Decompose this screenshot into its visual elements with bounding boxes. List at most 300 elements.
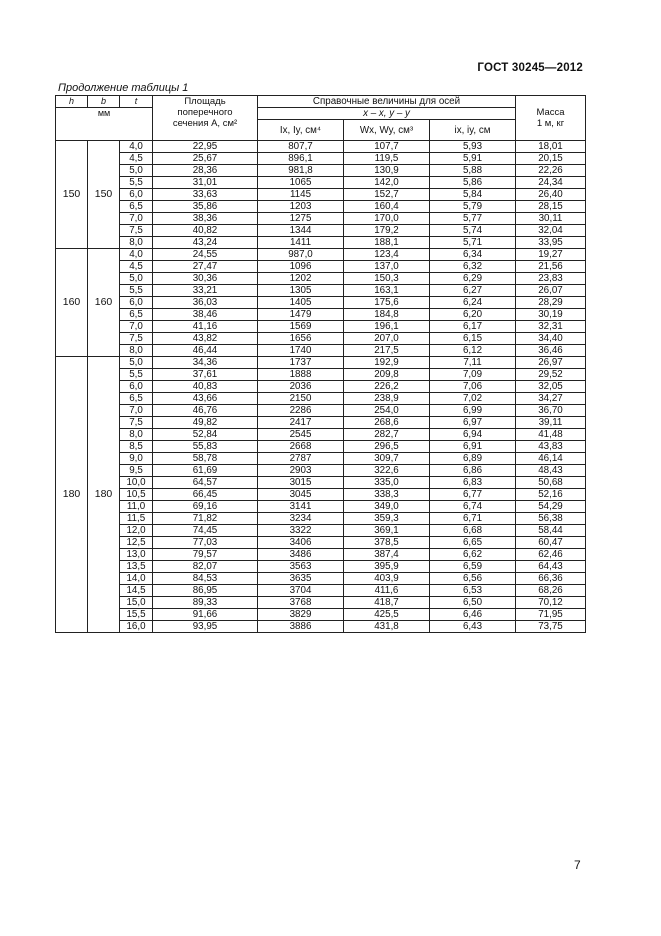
modulus-cell: 411,6 xyxy=(344,585,430,597)
area-cell: 40,82 xyxy=(153,225,258,237)
inertia-cell: 3322 xyxy=(258,525,344,537)
group-b-cell: 160 xyxy=(88,249,120,357)
radius-cell: 5,86 xyxy=(430,177,516,189)
header-mass-line1: Масса xyxy=(536,107,565,118)
header-area-line1: Площадь xyxy=(184,96,226,107)
thickness-cell: 14,5 xyxy=(120,585,153,597)
inertia-cell: 1411 xyxy=(258,237,344,249)
inertia-cell: 3045 xyxy=(258,489,344,501)
mass-cell: 28,15 xyxy=(516,201,586,213)
table-row xyxy=(56,369,586,381)
radius-cell: 5,74 xyxy=(430,225,516,237)
header-b: b xyxy=(88,96,120,108)
thickness-cell: 10,0 xyxy=(120,477,153,489)
modulus-cell: 359,3 xyxy=(344,513,430,525)
mass-cell: 62,46 xyxy=(516,549,586,561)
inertia-cell: 2286 xyxy=(258,405,344,417)
area-cell: 38,46 xyxy=(153,309,258,321)
modulus-cell: 188,1 xyxy=(344,237,430,249)
thickness-cell: 4,5 xyxy=(120,261,153,273)
area-cell: 36,03 xyxy=(153,297,258,309)
mass-cell: 22,26 xyxy=(516,165,586,177)
modulus-cell: 309,7 xyxy=(344,453,430,465)
table-row xyxy=(56,573,586,585)
thickness-cell: 5,5 xyxy=(120,369,153,381)
modulus-cell: 268,6 xyxy=(344,417,430,429)
radius-cell: 6,15 xyxy=(430,333,516,345)
mass-cell: 30,11 xyxy=(516,213,586,225)
area-cell: 58,78 xyxy=(153,453,258,465)
area-cell: 86,95 xyxy=(153,585,258,597)
table-row xyxy=(56,213,586,225)
table-row xyxy=(56,513,586,525)
modulus-cell: 431,8 xyxy=(344,621,430,633)
modulus-cell: 130,9 xyxy=(344,165,430,177)
radius-cell: 7,11 xyxy=(430,357,516,369)
mass-cell: 30,19 xyxy=(516,309,586,321)
table-row xyxy=(56,489,586,501)
radius-cell: 7,06 xyxy=(430,381,516,393)
radius-cell: 5,88 xyxy=(430,165,516,177)
table-row xyxy=(56,597,586,609)
area-cell: 66,45 xyxy=(153,489,258,501)
thickness-cell: 7,0 xyxy=(120,213,153,225)
modulus-cell: 137,0 xyxy=(344,261,430,273)
modulus-cell: 163,1 xyxy=(344,285,430,297)
area-cell: 77,03 xyxy=(153,537,258,549)
area-cell: 82,07 xyxy=(153,561,258,573)
radius-cell: 6,83 xyxy=(430,477,516,489)
inertia-cell: 3563 xyxy=(258,561,344,573)
mass-cell: 34,40 xyxy=(516,333,586,345)
table-row xyxy=(56,261,586,273)
table-row xyxy=(56,549,586,561)
inertia-cell: 981,8 xyxy=(258,165,344,177)
inertia-cell: 3886 xyxy=(258,621,344,633)
inertia-cell: 3635 xyxy=(258,573,344,585)
mass-cell: 36,46 xyxy=(516,345,586,357)
radius-cell: 6,27 xyxy=(430,285,516,297)
inertia-cell: 3234 xyxy=(258,513,344,525)
inertia-cell: 2787 xyxy=(258,453,344,465)
modulus-cell: 296,5 xyxy=(344,441,430,453)
mass-cell: 32,31 xyxy=(516,321,586,333)
thickness-cell: 8,0 xyxy=(120,237,153,249)
modulus-cell: 387,4 xyxy=(344,549,430,561)
area-cell: 40,83 xyxy=(153,381,258,393)
table-row xyxy=(56,537,586,549)
table-row xyxy=(56,165,586,177)
inertia-cell: 1344 xyxy=(258,225,344,237)
radius-cell: 6,59 xyxy=(430,561,516,573)
thickness-cell: 4,0 xyxy=(120,249,153,261)
group-h-cell: 180 xyxy=(56,357,88,633)
thickness-cell: 15,5 xyxy=(120,609,153,621)
area-cell: 38,36 xyxy=(153,213,258,225)
radius-cell: 7,09 xyxy=(430,369,516,381)
inertia-cell: 1888 xyxy=(258,369,344,381)
mass-cell: 19,27 xyxy=(516,249,586,261)
radius-cell: 6,20 xyxy=(430,309,516,321)
mass-cell: 34,27 xyxy=(516,393,586,405)
inertia-cell: 1065 xyxy=(258,177,344,189)
area-cell: 89,33 xyxy=(153,597,258,609)
mass-cell: 60,47 xyxy=(516,537,586,549)
header-i: ix, iy, см xyxy=(430,120,516,141)
inertia-cell: 1305 xyxy=(258,285,344,297)
table-row xyxy=(56,321,586,333)
table-row xyxy=(56,417,586,429)
inertia-cell: 3141 xyxy=(258,501,344,513)
modulus-cell: 395,9 xyxy=(344,561,430,573)
radius-cell: 6,91 xyxy=(430,441,516,453)
modulus-cell: 107,7 xyxy=(344,141,430,153)
modulus-cell: 119,5 xyxy=(344,153,430,165)
thickness-cell: 13,0 xyxy=(120,549,153,561)
radius-cell: 6,24 xyxy=(430,297,516,309)
modulus-cell: 349,0 xyxy=(344,501,430,513)
thickness-cell: 8,5 xyxy=(120,441,153,453)
modulus-cell: 282,7 xyxy=(344,429,430,441)
header-reference-values: Справочные величины для осей xyxy=(258,96,516,108)
inertia-cell: 2903 xyxy=(258,465,344,477)
area-cell: 31,01 xyxy=(153,177,258,189)
mass-cell: 33,95 xyxy=(516,237,586,249)
radius-cell: 5,91 xyxy=(430,153,516,165)
mass-cell: 46,14 xyxy=(516,453,586,465)
inertia-cell: 3486 xyxy=(258,549,344,561)
header-mm: мм xyxy=(56,108,153,141)
modulus-cell: 238,9 xyxy=(344,393,430,405)
inertia-cell: 1737 xyxy=(258,357,344,369)
table-row xyxy=(56,189,586,201)
radius-cell: 6,17 xyxy=(430,321,516,333)
inertia-cell: 1405 xyxy=(258,297,344,309)
table-row xyxy=(56,345,586,357)
table-row xyxy=(56,465,586,477)
mass-cell: 39,11 xyxy=(516,417,586,429)
mass-cell: 50,68 xyxy=(516,477,586,489)
header-area-line2: поперечного xyxy=(177,107,233,118)
radius-cell: 6,12 xyxy=(430,345,516,357)
mass-cell: 66,36 xyxy=(516,573,586,585)
radius-cell: 6,71 xyxy=(430,513,516,525)
area-cell: 43,82 xyxy=(153,333,258,345)
header-axes: x – x, y – y xyxy=(258,108,516,120)
radius-cell: 5,79 xyxy=(430,201,516,213)
modulus-cell: 207,0 xyxy=(344,333,430,345)
mass-cell: 71,95 xyxy=(516,609,586,621)
radius-cell: 5,93 xyxy=(430,141,516,153)
inertia-cell: 1740 xyxy=(258,345,344,357)
inertia-cell: 987,0 xyxy=(258,249,344,261)
radius-cell: 6,99 xyxy=(430,405,516,417)
group-b-cell: 180 xyxy=(88,357,120,633)
modulus-cell: 123,4 xyxy=(344,249,430,261)
radius-cell: 5,77 xyxy=(430,213,516,225)
inertia-cell: 1569 xyxy=(258,321,344,333)
table-row xyxy=(56,453,586,465)
inertia-cell: 2036 xyxy=(258,381,344,393)
header-mass-line2: 1 м, кг xyxy=(536,118,565,129)
table-row xyxy=(56,177,586,189)
page-number: 7 xyxy=(574,858,581,872)
area-cell: 84,53 xyxy=(153,573,258,585)
thickness-cell: 5,0 xyxy=(120,165,153,177)
radius-cell: 6,68 xyxy=(430,525,516,537)
inertia-cell: 896,1 xyxy=(258,153,344,165)
mass-cell: 58,44 xyxy=(516,525,586,537)
table-row xyxy=(56,225,586,237)
mass-cell: 32,04 xyxy=(516,225,586,237)
thickness-cell: 6,5 xyxy=(120,393,153,405)
inertia-cell: 2150 xyxy=(258,393,344,405)
thickness-cell: 12,0 xyxy=(120,525,153,537)
area-cell: 49,82 xyxy=(153,417,258,429)
inertia-cell: 1202 xyxy=(258,273,344,285)
area-cell: 46,76 xyxy=(153,405,258,417)
header-area xyxy=(153,96,258,141)
mass-cell: 64,43 xyxy=(516,561,586,573)
table-row xyxy=(56,297,586,309)
inertia-cell: 1275 xyxy=(258,213,344,225)
inertia-cell: 1096 xyxy=(258,261,344,273)
radius-cell: 6,74 xyxy=(430,501,516,513)
modulus-cell: 369,1 xyxy=(344,525,430,537)
area-cell: 74,45 xyxy=(153,525,258,537)
radius-cell: 7,02 xyxy=(430,393,516,405)
modulus-cell: 152,7 xyxy=(344,189,430,201)
mass-cell: 32,05 xyxy=(516,381,586,393)
radius-cell: 6,86 xyxy=(430,465,516,477)
table-row xyxy=(56,501,586,513)
thickness-cell: 5,5 xyxy=(120,177,153,189)
radius-cell: 6,53 xyxy=(430,585,516,597)
table-body xyxy=(56,141,586,633)
table-row xyxy=(56,525,586,537)
modulus-cell: 179,2 xyxy=(344,225,430,237)
area-cell: 43,66 xyxy=(153,393,258,405)
table-row xyxy=(56,609,586,621)
thickness-cell: 6,5 xyxy=(120,309,153,321)
radius-cell: 6,50 xyxy=(430,597,516,609)
radius-cell: 6,89 xyxy=(430,453,516,465)
header-h: h xyxy=(56,96,88,108)
area-cell: 37,61 xyxy=(153,369,258,381)
inertia-cell: 1656 xyxy=(258,333,344,345)
area-cell: 30,36 xyxy=(153,273,258,285)
inertia-cell: 1203 xyxy=(258,201,344,213)
thickness-cell: 12,5 xyxy=(120,537,153,549)
radius-cell: 6,46 xyxy=(430,609,516,621)
mass-cell: 36,70 xyxy=(516,405,586,417)
profile-table xyxy=(55,95,586,633)
table-row xyxy=(56,405,586,417)
thickness-cell: 4,0 xyxy=(120,141,153,153)
area-cell: 25,67 xyxy=(153,153,258,165)
group-h-cell: 160 xyxy=(56,249,88,357)
thickness-cell: 9,0 xyxy=(120,453,153,465)
thickness-cell: 6,0 xyxy=(120,189,153,201)
thickness-cell: 5,5 xyxy=(120,285,153,297)
area-cell: 33,21 xyxy=(153,285,258,297)
modulus-cell: 425,5 xyxy=(344,609,430,621)
thickness-cell: 6,0 xyxy=(120,381,153,393)
thickness-cell: 7,0 xyxy=(120,321,153,333)
radius-cell: 6,77 xyxy=(430,489,516,501)
modulus-cell: 338,3 xyxy=(344,489,430,501)
inertia-cell: 3406 xyxy=(258,537,344,549)
thickness-cell: 14,0 xyxy=(120,573,153,585)
area-cell: 61,69 xyxy=(153,465,258,477)
modulus-cell: 196,1 xyxy=(344,321,430,333)
header-area-line3: сечения А, см² xyxy=(172,118,238,129)
area-cell: 69,16 xyxy=(153,501,258,513)
area-cell: 34,36 xyxy=(153,357,258,369)
thickness-cell: 8,0 xyxy=(120,429,153,441)
thickness-cell: 5,0 xyxy=(120,357,153,369)
area-cell: 24,55 xyxy=(153,249,258,261)
area-cell: 55,83 xyxy=(153,441,258,453)
thickness-cell: 6,0 xyxy=(120,297,153,309)
modulus-cell: 142,0 xyxy=(344,177,430,189)
table-row xyxy=(56,285,586,297)
modulus-cell: 170,0 xyxy=(344,213,430,225)
table-row xyxy=(56,249,586,261)
area-cell: 33,63 xyxy=(153,189,258,201)
table-row xyxy=(56,333,586,345)
thickness-cell: 15,0 xyxy=(120,597,153,609)
area-cell: 79,57 xyxy=(153,549,258,561)
document-code: ГОСТ 30245—2012 xyxy=(477,62,583,74)
inertia-cell: 1479 xyxy=(258,309,344,321)
modulus-cell: 160,4 xyxy=(344,201,430,213)
area-cell: 52,84 xyxy=(153,429,258,441)
area-cell: 71,82 xyxy=(153,513,258,525)
modulus-cell: 150,3 xyxy=(344,273,430,285)
radius-cell: 6,65 xyxy=(430,537,516,549)
area-cell: 41,16 xyxy=(153,321,258,333)
area-cell: 28,36 xyxy=(153,165,258,177)
modulus-cell: 403,9 xyxy=(344,573,430,585)
modulus-cell: 418,7 xyxy=(344,597,430,609)
table-row xyxy=(56,621,586,633)
table-row xyxy=(56,357,586,369)
modulus-cell: 184,8 xyxy=(344,309,430,321)
thickness-cell: 5,0 xyxy=(120,273,153,285)
mass-cell: 24,34 xyxy=(516,177,586,189)
thickness-cell: 7,0 xyxy=(120,405,153,417)
table-row xyxy=(56,429,586,441)
thickness-cell: 6,5 xyxy=(120,201,153,213)
mass-cell: 68,26 xyxy=(516,585,586,597)
area-cell: 46,44 xyxy=(153,345,258,357)
thickness-cell: 4,5 xyxy=(120,153,153,165)
mass-cell: 70,12 xyxy=(516,597,586,609)
header-W: Wx, Wy, см³ xyxy=(344,120,430,141)
mass-cell: 26,97 xyxy=(516,357,586,369)
modulus-cell: 209,8 xyxy=(344,369,430,381)
table-row xyxy=(56,153,586,165)
mass-cell: 18,01 xyxy=(516,141,586,153)
mass-cell: 41,48 xyxy=(516,429,586,441)
mass-cell: 73,75 xyxy=(516,621,586,633)
table-row xyxy=(56,273,586,285)
inertia-cell: 3704 xyxy=(258,585,344,597)
area-cell: 64,57 xyxy=(153,477,258,489)
table-row xyxy=(56,477,586,489)
thickness-cell: 16,0 xyxy=(120,621,153,633)
inertia-cell: 3768 xyxy=(258,597,344,609)
inertia-cell: 2545 xyxy=(258,429,344,441)
inertia-cell: 2417 xyxy=(258,417,344,429)
radius-cell: 6,29 xyxy=(430,273,516,285)
modulus-cell: 175,6 xyxy=(344,297,430,309)
header-I: Ix, Iy, см⁴ xyxy=(258,120,344,141)
mass-cell: 54,29 xyxy=(516,501,586,513)
group-h-cell: 150 xyxy=(56,141,88,249)
mass-cell: 52,16 xyxy=(516,489,586,501)
radius-cell: 5,84 xyxy=(430,189,516,201)
inertia-cell: 2668 xyxy=(258,441,344,453)
header-t: t xyxy=(120,96,153,108)
radius-cell: 6,97 xyxy=(430,417,516,429)
mass-cell: 23,83 xyxy=(516,273,586,285)
modulus-cell: 226,2 xyxy=(344,381,430,393)
group-b-cell: 150 xyxy=(88,141,120,249)
thickness-cell: 10,5 xyxy=(120,489,153,501)
thickness-cell: 9,5 xyxy=(120,465,153,477)
inertia-cell: 3015 xyxy=(258,477,344,489)
mass-cell: 26,07 xyxy=(516,285,586,297)
thickness-cell: 7,5 xyxy=(120,333,153,345)
table-row xyxy=(56,561,586,573)
thickness-cell: 13,5 xyxy=(120,561,153,573)
header-mass xyxy=(516,96,586,141)
modulus-cell: 322,6 xyxy=(344,465,430,477)
radius-cell: 6,94 xyxy=(430,429,516,441)
table-row xyxy=(56,381,586,393)
mass-cell: 43,83 xyxy=(516,441,586,453)
table-row xyxy=(56,585,586,597)
modulus-cell: 192,9 xyxy=(344,357,430,369)
modulus-cell: 254,0 xyxy=(344,405,430,417)
modulus-cell: 217,5 xyxy=(344,345,430,357)
table-row xyxy=(56,309,586,321)
radius-cell: 5,71 xyxy=(430,237,516,249)
table-row xyxy=(56,237,586,249)
radius-cell: 6,34 xyxy=(430,249,516,261)
thickness-cell: 8,0 xyxy=(120,345,153,357)
table-row xyxy=(56,201,586,213)
inertia-cell: 1145 xyxy=(258,189,344,201)
thickness-cell: 7,5 xyxy=(120,417,153,429)
area-cell: 43,24 xyxy=(153,237,258,249)
mass-cell: 56,38 xyxy=(516,513,586,525)
table-row xyxy=(56,393,586,405)
area-cell: 22,95 xyxy=(153,141,258,153)
mass-cell: 29,52 xyxy=(516,369,586,381)
modulus-cell: 335,0 xyxy=(344,477,430,489)
inertia-cell: 3829 xyxy=(258,609,344,621)
radius-cell: 6,62 xyxy=(430,549,516,561)
mass-cell: 48,43 xyxy=(516,465,586,477)
thickness-cell: 7,5 xyxy=(120,225,153,237)
mass-cell: 20,15 xyxy=(516,153,586,165)
radius-cell: 6,56 xyxy=(430,573,516,585)
table-row xyxy=(56,441,586,453)
table-row xyxy=(56,141,586,153)
